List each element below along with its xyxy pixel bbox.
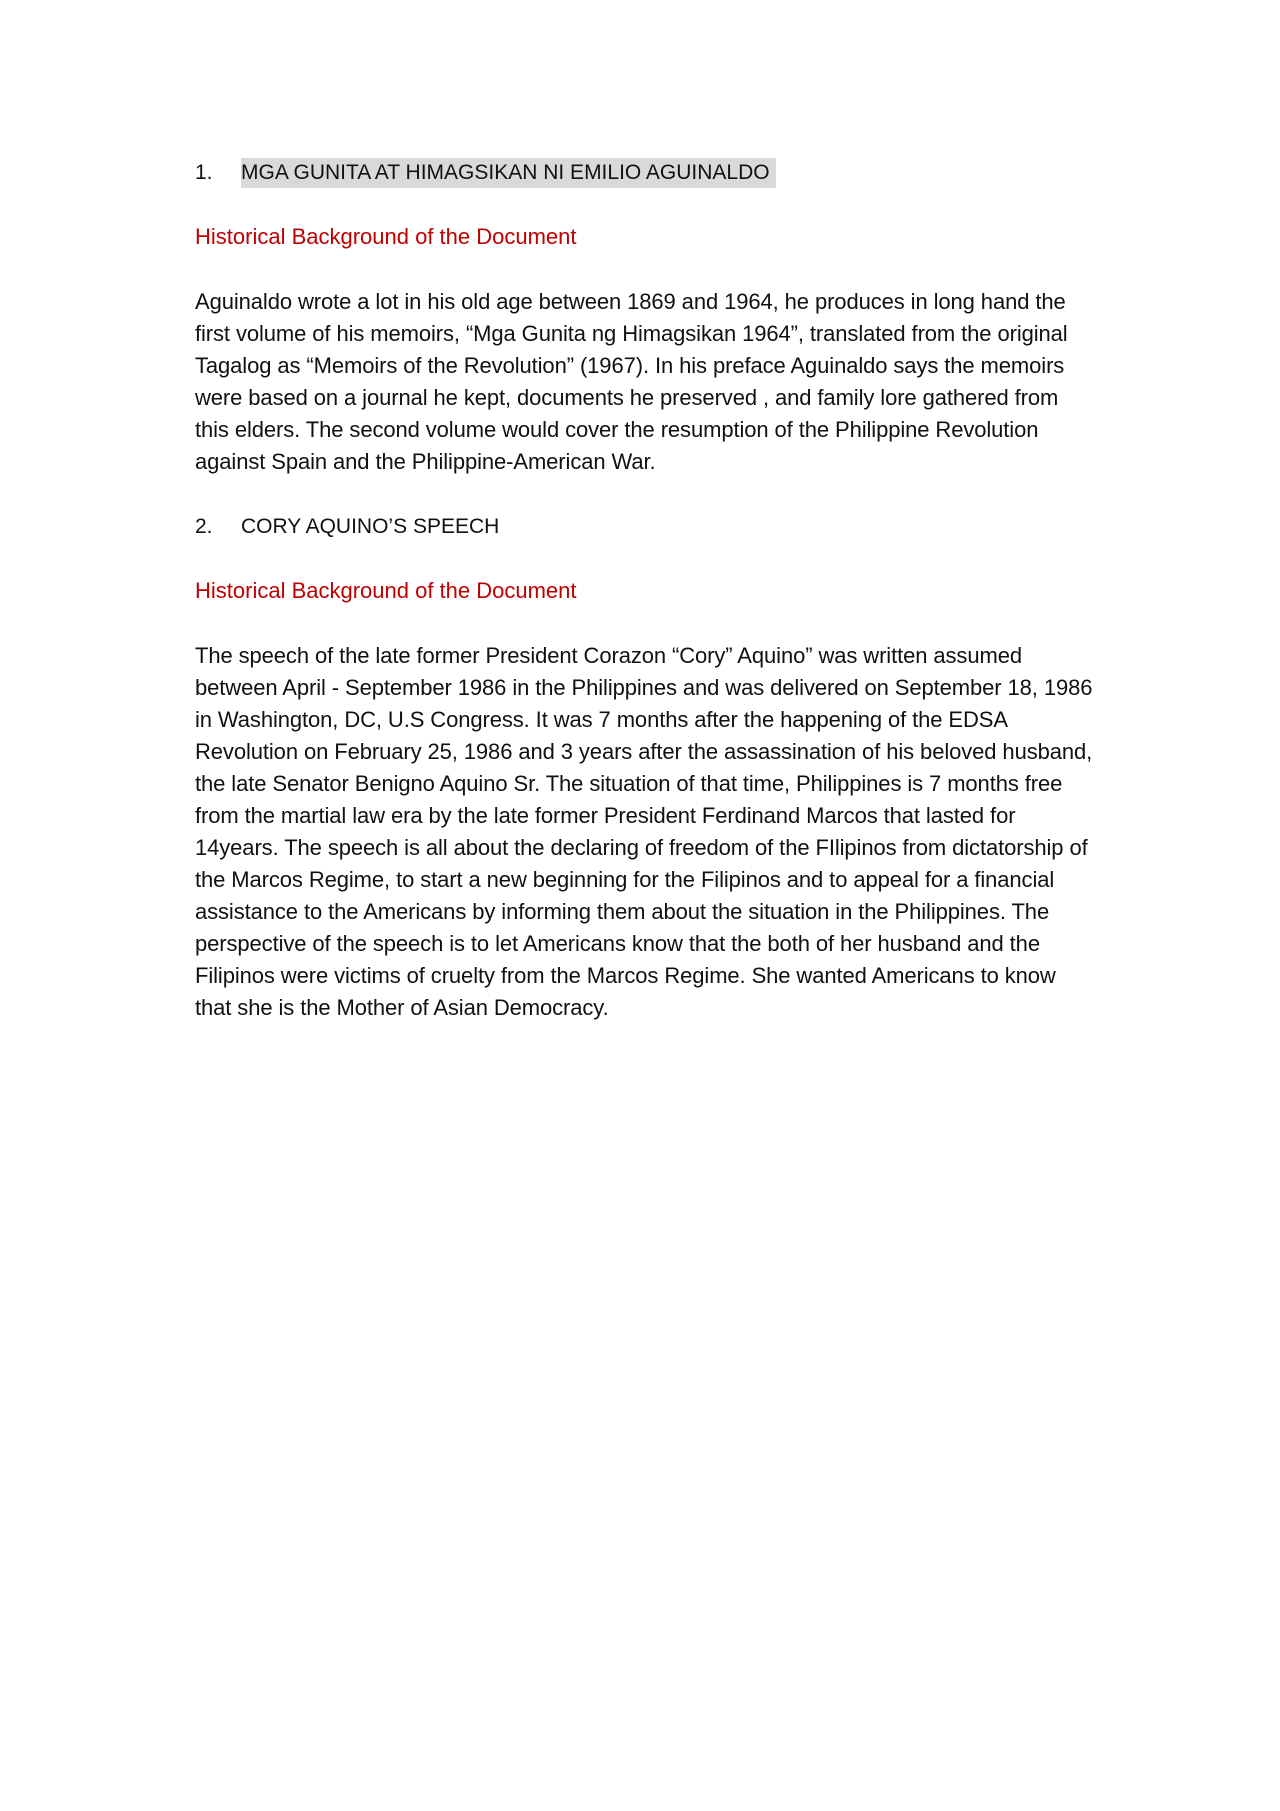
section-title: CORY AQUINO’S SPEECH <box>241 515 500 538</box>
section-subheading: Historical Background of the Document <box>195 578 577 603</box>
section-paragraph: Aguinaldo wrote a lot in his old age between 1869 and 1964, he produces in long hand the first volume of his memoirs, “Mga Gunita ng Himagsikan 1964”, translated from the original Tagalog as “Memoirs of the Revolution” (1967). In his preface Aguinaldo says the memoirs were based on a journal he kept, documents he preserved , and family lore gathered from this elders. The second volume would cover the resumption of the Philippine Revolution against Spain and the Philippine-American War. <box>195 289 1068 474</box>
section-number: 2. <box>195 515 213 538</box>
section-number: 1. <box>195 161 213 184</box>
document-content <box>195 158 1095 1024</box>
section-heading <box>195 512 1095 542</box>
section-aguinaldo <box>195 158 1095 478</box>
section-heading <box>195 158 1095 188</box>
section-title: MGA GUNITA AT HIMAGSIKAN NI EMILIO AGUINALDO <box>241 158 776 188</box>
section-subheading: Historical Background of the Document <box>195 224 577 249</box>
section-paragraph: The speech of the late former President Corazon “Cory” Aquino” was written assumed between April - September 1986 in the Philippines and was delivered on September 18, 1986 in Washington, DC, U.S Congress. It was 7 months after the happening of the EDSA Revolution on February 25, 1986 and 3 years after the assassination of his beloved husband, the late Senator Benigno Aquino Sr. The situation of that time, Philippines is 7 months free from the martial law era by the late former President Ferdinand Marcos that lasted for 14years. The speech is all about the declaring of freedom of the FIlipinos from dictatorship of the Marcos Regime, to start a new beginning for the Filipinos and to appeal for a financial assistance to the Americans by informing them about the situation in the Philippines. The perspective of the speech is to let Americans know that the both of her husband and the Filipinos were victims of cruelty from the Marcos Regime. She wanted Americans to know that she is the Mother of Asian Democracy. <box>195 643 1093 1020</box>
section-cory-aquino <box>195 512 1095 1024</box>
